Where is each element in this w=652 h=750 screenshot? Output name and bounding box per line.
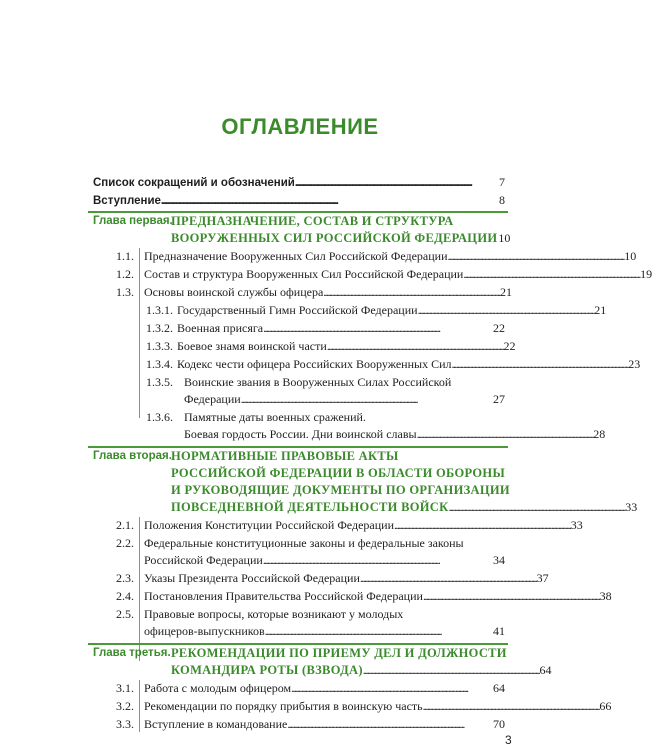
chapter-1-label: Глава первая. [93, 215, 173, 227]
chapter-2-title-line-1[interactable]: НОРМАТИВНЫЕ ПРАВОВЫЕ АКТЫ [171, 449, 399, 463]
leader-dots [418, 302, 594, 319]
leader-dots [360, 570, 536, 587]
toc-entry-page: 34 [493, 553, 505, 567]
toc-entry-page: 21 [594, 303, 607, 317]
leader-dots [161, 192, 498, 209]
toc-entry-text: Воинские звания в Вооруженных Силах Российской [184, 375, 452, 389]
toc-entry[interactable] [144, 680, 505, 697]
leader-dots [423, 698, 599, 715]
toc-entry-line-2[interactable] [144, 552, 505, 569]
toc-entry-page: 27 [493, 392, 505, 406]
toc-entry-page: 22 [493, 321, 505, 335]
leader-dots [417, 426, 593, 443]
toc-subentry-line-1[interactable] [0, 393, 600, 424]
chapter-3-title-line-2[interactable] [171, 662, 552, 679]
toc-entry-number: 2.1. [116, 518, 134, 532]
chapter-3-title-line-1[interactable]: РЕКОМЕНДАЦИИ ПО ПРИЕМУ ДЕЛ И ДОЛЖНОСТИ [171, 646, 507, 660]
toc-row[interactable] [0, 606, 600, 623]
toc-entry-text: Правовые вопросы, которые возникают у молодых [144, 607, 404, 621]
leader-dots [363, 662, 539, 679]
toc-entry-text: Военная присяга [177, 321, 264, 335]
toc-entry-page: 38 [599, 589, 612, 603]
toc-entry[interactable] [144, 284, 512, 301]
toc-entry-number: 3.1. [116, 681, 134, 695]
toc-entry-text: Федеральные конституционные законы и федеральные законы [144, 536, 464, 550]
toc-subentry[interactable] [146, 302, 607, 319]
page-number: 3 [505, 733, 512, 747]
toc-entry-text: Кодекс чести офицера Российских Вооруженных Сил [177, 357, 452, 371]
toc-entry[interactable] [144, 716, 505, 733]
toc-entry-text: офицеров-выпускников [144, 624, 265, 638]
toc-entry-number: 1.3.6. [146, 410, 173, 424]
leader-dots [448, 248, 624, 265]
toc-entry[interactable] [144, 266, 652, 283]
leader-dots [394, 517, 570, 534]
toc-entry-page: 33 [570, 518, 583, 532]
toc-entry-number: 2.2. [116, 536, 134, 550]
leader-dots [287, 716, 492, 733]
toc-entry-page: 37 [536, 571, 549, 585]
toc-entry-page: 22 [503, 339, 516, 353]
toc-entry-text: Памятные даты военных сражений. [184, 410, 366, 424]
leader-dots [295, 174, 498, 191]
toc-entry-number: 2.4. [116, 589, 134, 603]
toc-entry-text: Российской Федерации [144, 553, 263, 567]
toc-entry-page: 64 [539, 663, 552, 677]
toc-entry-text: Вступление [93, 195, 161, 207]
page-title: ОГЛАВЛЕНИЕ [221, 114, 379, 139]
toc-entry-number: 1.2. [116, 267, 134, 281]
toc-entry-text: Рекомендации по порядку прибытия в воинскую часть [144, 699, 423, 713]
toc-entry[interactable] [144, 588, 612, 605]
toc-entry-text: Федерации [184, 392, 241, 406]
chapter-2-label: Глава вторая. [93, 450, 172, 462]
chapter-1-title-line-2[interactable] [171, 230, 511, 247]
toc-entry-text: Состав и структура Вооруженных Сил Российской Федерации [144, 267, 464, 281]
toc-entry-introduction[interactable] [93, 192, 505, 209]
toc-entry[interactable] [144, 248, 637, 265]
toc-entry-page: 8 [499, 193, 505, 207]
toc-entry-page: 33 [625, 500, 638, 514]
toc-entry-text: Боевое знамя воинской части [177, 339, 327, 353]
toc-entry[interactable] [144, 517, 583, 534]
leader-dots [448, 499, 624, 516]
toc-entry-text: Работа с молодым офицером [144, 681, 292, 695]
toc-entry-abbreviations[interactable] [93, 174, 505, 191]
toc-subentry[interactable] [146, 338, 516, 355]
toc-entry-number: 1.3.4. [146, 357, 173, 371]
leader-dots [291, 680, 492, 697]
toc-entry-page: 23 [628, 357, 641, 371]
chapter-1-title-line-1[interactable]: ПРЕДНАЗНАЧЕНИЕ, СОСТАВ И СТРУКТУРА [171, 214, 454, 228]
toc-entry-line-2[interactable] [144, 623, 505, 640]
leader-dots [423, 588, 599, 605]
toc-entry-text: Государственный Гимн Российской Федерации [177, 303, 418, 317]
toc-entry-number: 1.3.3. [146, 339, 173, 353]
toc-entry-number: 1.3.1. [146, 303, 173, 317]
leader-dots [463, 266, 639, 283]
toc-subentry-line-1[interactable] [0, 374, 600, 391]
chapter-3-label: Глава третья. [93, 647, 171, 659]
toc-entry-page: 28 [593, 427, 606, 441]
chapter-title-text: ВООРУЖЕННЫХ СИЛ РОССИЙСКОЙ ФЕДЕРАЦИИ [171, 231, 498, 245]
toc-entry-page: 10 [498, 231, 511, 245]
leader-dots [263, 552, 492, 569]
leader-dots [323, 284, 499, 301]
toc-entry-text: Основы воинской службы офицера [144, 285, 324, 299]
toc-entry-text: Положения Конституции Российской Федерации [144, 518, 395, 532]
toc-entry-page: 41 [493, 624, 505, 638]
toc-entry-page: 21 [499, 285, 512, 299]
toc-entry-page: 10 [624, 249, 637, 263]
toc-subentry[interactable] [146, 356, 641, 373]
toc-entry-page: 66 [599, 699, 612, 713]
toc-entry-text: Предназначение Вооруженных Сил Российской Федерации [144, 249, 448, 263]
toc-entry-text: Список сокращений и обозначений [93, 177, 295, 189]
toc-entry-number: 1.3. [116, 285, 134, 299]
toc-entry-page: 7 [499, 175, 505, 189]
chapter-2-title-line-2[interactable]: РОССИЙСКОЙ ФЕДЕРАЦИИ В ОБЛАСТИ ОБОРОНЫ [171, 466, 506, 480]
toc-entry-number: 2.3. [116, 571, 134, 585]
toc-entry[interactable] [144, 698, 612, 715]
toc-entry-number: 1.3.2. [146, 321, 173, 335]
chapter-title-text: ПОВСЕДНЕВНОЙ ДЕЯТЕЛЬНОСТИ ВОЙСК [171, 500, 449, 514]
toc-entry-text: Постановления Правительства Российской Федерации [144, 589, 423, 603]
toc-entry-number: 3.2. [116, 699, 134, 713]
leader-dots [263, 320, 492, 337]
toc-subentry[interactable] [146, 320, 505, 337]
toc-row[interactable] [0, 535, 600, 552]
toc-entry-number: 2.5. [116, 607, 134, 621]
toc-entry[interactable] [144, 570, 549, 587]
toc-entry-number: 1.1. [116, 249, 134, 263]
toc-entry-number: 3.3. [116, 717, 134, 731]
chapter-2-title-line-3[interactable]: И РУКОВОДЯЩИЕ ДОКУМЕНТЫ ПО ОРГАНИЗАЦИИ [171, 483, 510, 497]
toc-entry-page: 64 [493, 681, 505, 695]
toc-subentry-line-2[interactable] [184, 426, 606, 443]
toc-entry-text: Вступление в командование [144, 717, 288, 731]
leader-dots [452, 356, 628, 373]
toc-entry-text: Боевая гордость России. Дни воинской славы [184, 427, 417, 441]
leader-dots [265, 623, 492, 640]
chapter-2-title-line-4[interactable] [171, 499, 638, 516]
toc-entry-page: 19 [640, 267, 652, 281]
chapter-title-text: КОМАНДИРА РОТЫ (ВЗВОДА) [171, 663, 363, 677]
leader-dots [327, 338, 503, 355]
toc-entry-page: 70 [493, 717, 505, 731]
toc-entry-number: 1.3.5. [146, 375, 173, 389]
toc-entry-text: Указы Президента Российской Федерации [144, 571, 360, 585]
